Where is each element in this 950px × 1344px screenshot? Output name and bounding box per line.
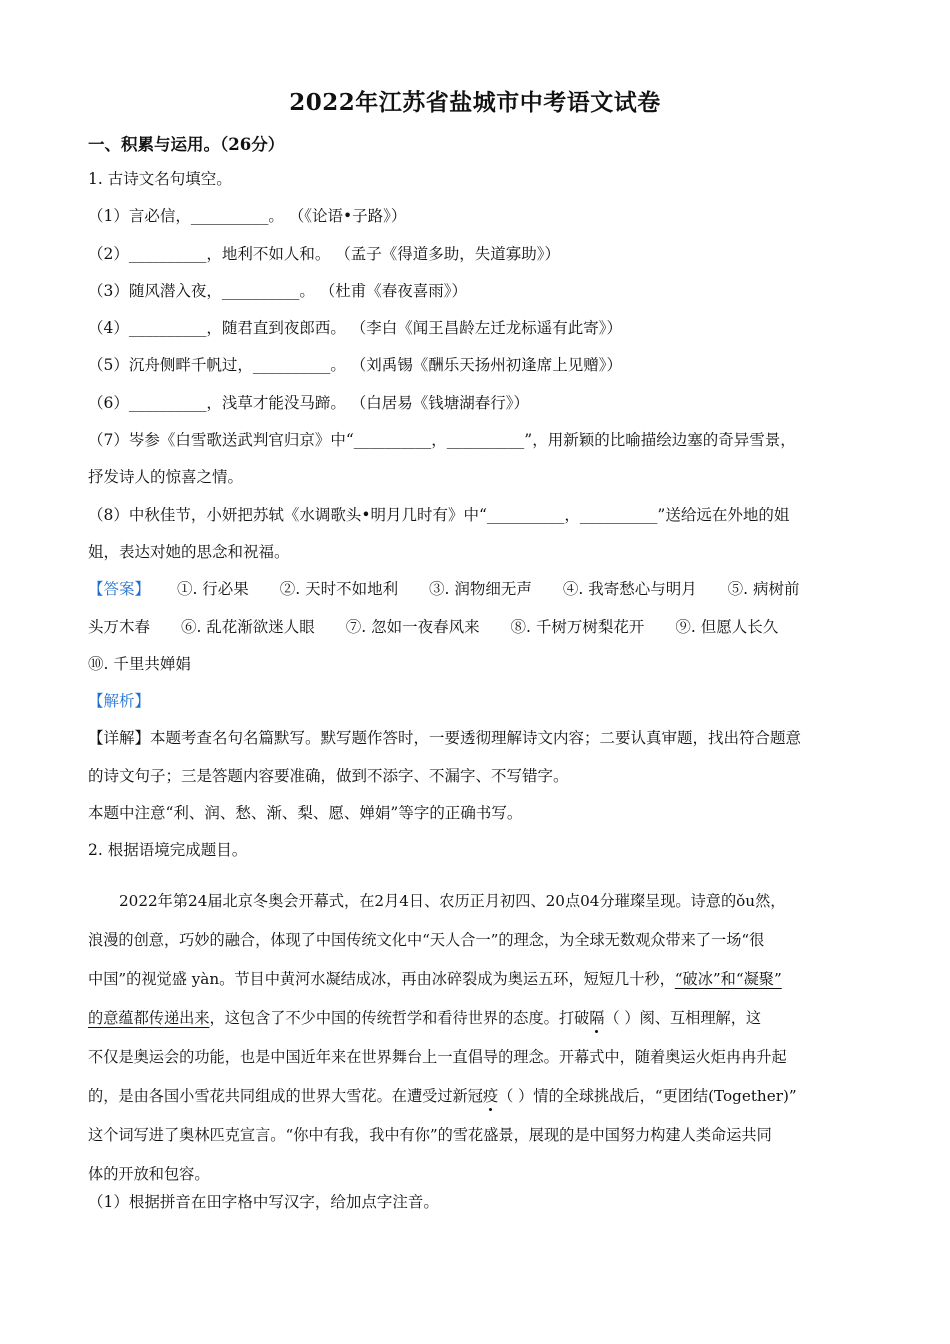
- passage-line: 这个词写进了奥林匹克宣言。“你中有我，我中有你”的雪花盛景，展现的是中国努力构建人类命运共同: [88, 1126, 772, 1144]
- passage-line: 不仅是奥运会的功能，也是中国近年来在世界舞台上一直倡导的理念。开幕式中，随着奥运火炬冉冉升起: [88, 1048, 787, 1066]
- passage-text: （ ）情的全球挑战后，“更团结(Together)”: [498, 1087, 797, 1105]
- question-2-stem: 2. 根据语境完成题目。: [88, 841, 248, 860]
- passage-line: 2022年第24届北京冬奥会开幕式，在2月4日、农历正月初四、20点04分璀璨呈现。诗意的ǒu然，: [119, 892, 786, 910]
- analysis-detail: 【详解】本题考查名句名篇默写。默写题作答时，一要透彻理解诗文内容；二要认真审题，找出符合题意: [88, 729, 802, 748]
- fill-item-8: （8）中秋佳节，小妍把苏轼《水调歌头•明月几时有》中“__________，__________”送给远在外地的姐: [88, 505, 790, 524]
- answer-8: ⑧. 千树万树梨花开: [510, 617, 645, 636]
- fill-item-3: （3）随风潜入夜，__________。 （杜甫《春夜喜雨》）: [88, 281, 468, 300]
- passage-line: [88, 1007, 866, 1046]
- section-heading: 一、积累与运用。（26分）: [88, 135, 285, 154]
- analysis-detail-cont: 的诗文句子；三是答题内容要准确，做到不添字、不漏字、不写错字。: [88, 766, 569, 785]
- analysis-label: 【解析】: [88, 692, 151, 711]
- answer-5: ⑤. 病树前: [727, 580, 800, 599]
- passage-line: [88, 1085, 866, 1124]
- reading-passage: [88, 890, 866, 1202]
- passage-text: （ ）阂、互相理解，这: [604, 1009, 762, 1027]
- fill-item-7-cont: 抒发诗人的惊喜之情。: [88, 468, 244, 487]
- answer-line-3: [88, 653, 866, 690]
- dotted-char: 疫: [482, 1087, 499, 1105]
- fill-item-4: （4）__________，随君直到夜郎西。 （李白《闻王昌龄左迁龙标遥有此寄》）: [88, 319, 623, 338]
- fill-item-7: （7）岑参《白雪歌送武判官归京》中“__________，__________”，用新颖的比喻描绘边塞的奇异雪景，: [88, 431, 796, 450]
- passage-text: 的，是由各国小雪花共同组成的世界大雪花。在遭受过新冠: [88, 1087, 483, 1105]
- passage-text: 中国”的视觉盛 yàn。节目中黄河水凝结成冰，再由冰碎裂成为奥运五环，短短几十秒，: [88, 970, 675, 988]
- answer-10: ⑩. 千里共婵娟: [88, 654, 191, 673]
- dotted-char: 隔: [589, 1009, 605, 1027]
- answer-5-cont: 头万木春: [88, 617, 151, 636]
- passage-line: [88, 968, 866, 1007]
- answer-line-1: [88, 578, 866, 615]
- fill-item-2: （2）__________，地利不如人和。 （孟子《得道多助，失道寡助》）: [88, 244, 561, 263]
- underlined-text: 的意蕴都传递出来: [88, 1009, 210, 1027]
- answer-line-2: [88, 616, 866, 653]
- underlined-text: “破冰”和“凝聚”: [674, 970, 782, 988]
- answer-label: 【答案】: [88, 580, 151, 599]
- page-title: 2022年江苏省盐城市中考语文试卷: [289, 89, 661, 116]
- fill-item-5: （5）沉舟侧畔千帆过，__________。 （刘禹锡《酬乐天扬州初逢席上见赠》）: [88, 356, 623, 375]
- answer-1: ①. 行必果: [176, 580, 249, 599]
- answer-2: ②. 天时不如地利: [279, 580, 399, 599]
- question-stem: 1. 古诗文名句填空。: [88, 170, 232, 188]
- passage-line: 体的开放和包容。: [88, 1165, 210, 1183]
- fill-item-1: （1）言必信，__________。 （《论语•子路》）: [88, 207, 407, 226]
- sub-question-1: （1）根据拼音在田字格中写汉字，给加点字注音。: [88, 1193, 439, 1211]
- fill-item-6: （6）__________，浅草才能没马蹄。 （白居易《钱塘湖春行》）: [88, 393, 530, 412]
- analysis-note: 本题中注意“利、润、愁、渐、梨、愿、婵娟”等字的正确书写。: [88, 804, 523, 823]
- question-1-block: [88, 168, 866, 877]
- answer-3: ③. 润物细无声: [429, 580, 532, 599]
- answer-6: ⑥. 乱花渐欲迷人眼: [180, 617, 315, 636]
- passage-text: ，这包含了不少中国的传统哲学和看待世界的态度。打破: [209, 1009, 590, 1027]
- fill-item-8-cont: 姐，表达对她的思念和祝福。: [88, 542, 290, 561]
- answer-4: ④. 我寄愁心与明月: [562, 580, 697, 599]
- answer-7: ⑦. 忽如一夜春风来: [345, 617, 480, 636]
- answer-9: ⑨. 但愿人长久: [675, 617, 779, 636]
- passage-line: 浪漫的创意，巧妙的融合，体现了中国传统文化中“天人合一”的理念，为全球无数观众带来了一场“很: [88, 931, 765, 949]
